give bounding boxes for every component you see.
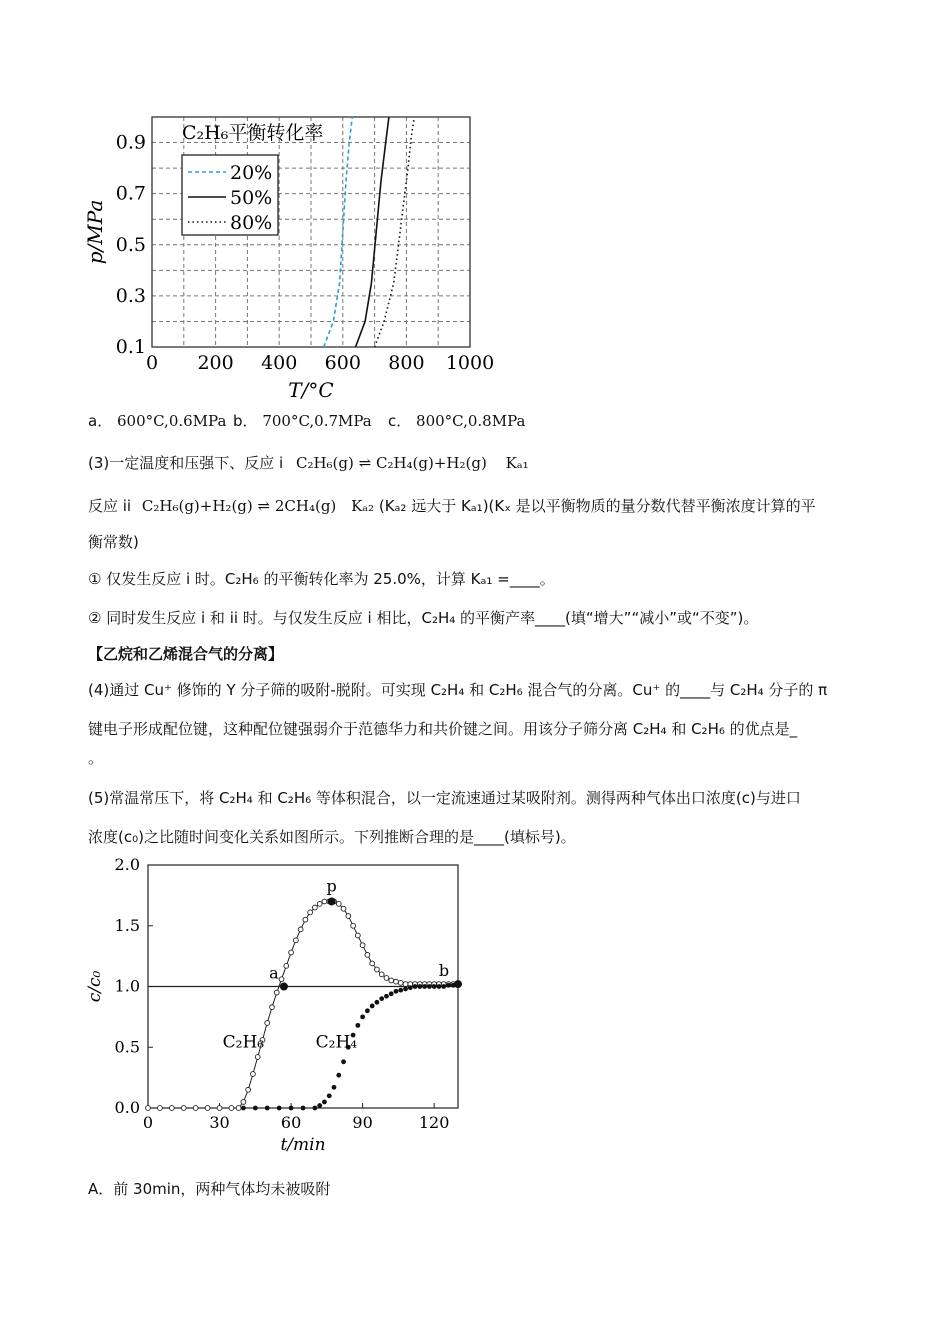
q3-line1 [88,452,529,474]
c2h6-point [270,1005,275,1010]
series-line [324,117,353,347]
chart1-axes [83,117,494,402]
series-label-c2h4: C₂H₄ [315,1032,358,1053]
c2h6-point [146,1106,151,1111]
c2h4-point [384,994,389,999]
c2h6-point [169,1106,174,1111]
q3-line2 [88,495,816,517]
y-tick-label: 0.3 [115,284,146,307]
c2h4-point [360,1014,365,1019]
marker-point [280,983,288,991]
c2h6-point [279,977,284,982]
reaction-ii-equation: C₂H₆(g)+H₂(g) ⇌ 2CH₄(g) [141,497,337,515]
x-tick-label: 200 [197,352,234,374]
c2h4-point [322,1100,327,1105]
c2h6-point [181,1106,186,1111]
c2h4-point [317,1103,322,1108]
point-annotation: p [326,876,337,896]
option-a [88,410,226,431]
q5-line1: (5)常温常压下，将 C₂H₄ 和 C₂H₆ 等体积混合，以一定流速通过某吸附剂。测得两种气体出口浓度(c)与进口 [88,789,801,807]
c2h4-point [265,1106,270,1111]
c2h6-point [360,943,365,948]
q3-sub1: ① 仅发生反应 i 时。C₂H₆ 的平衡转化率为 25.0%，计算 Kₐ₁ =____。 [88,570,555,588]
legend-entry: 50% [230,187,273,209]
reaction-ii-k: Kₐ₂ [351,497,375,515]
y-tick-label: 0.1 [115,336,146,358]
c2h4-point [370,1004,375,1009]
reaction-i-k: Kₐ₁ [505,454,529,472]
c2h4-point [301,1106,306,1111]
reaction-ii-label: 反应 ii [88,497,132,515]
y-axis-label: c/c₀ [85,970,105,1003]
c2h4-point [389,991,394,996]
y-tick-label: 0.5 [114,1037,140,1057]
chart-equilibrium-conversion [80,95,520,405]
marker-point [328,897,336,905]
c2h4-point [413,984,418,989]
option-c-letter: c． [388,412,412,430]
c2h4-point [437,984,442,989]
point-annotation: b [438,961,450,981]
x-tick-label: 400 [261,352,298,374]
reaction-i-equation: C₂H₆(g) ⇌ C₂H₄(g)+H₂(g) [295,454,487,472]
series-line [356,117,389,347]
c2h6-point [289,950,294,955]
c2h4-point [379,996,384,1001]
c2h6-point [403,982,408,987]
x-tick-label: 1000 [445,352,495,374]
c2h6-point [241,1100,246,1105]
c2h6-point [205,1106,210,1111]
c2h6-point [370,961,375,966]
option-b-letter: b． [233,412,258,430]
c2h4-point [341,1059,346,1064]
c2h6-point [308,910,313,915]
c2h6-point [255,1055,260,1060]
x-tick-label: 30 [209,1113,230,1132]
q4-line2: 键电子形成配位键，这种配位键强弱介于范德华力和共价键之间。用该分子筛分离 C₂H₄ 和 C₂H₆ 的优点是_ [88,720,798,738]
chart-breakthrough-curve [80,850,480,1175]
legend-entry: 20% [230,162,273,184]
y-tick-label: 0.9 [115,131,146,154]
c2h6-point [236,1106,241,1111]
c2h4-point [241,1106,246,1111]
x-axis-label: T/°C [288,378,334,402]
k-comparison-note: (Kₐ₂ 远大于 Kₐ₁)(Kₓ 是以平衡物质的量分数代替平衡浓度计算的平 [378,497,816,515]
c2h4-point [332,1085,337,1090]
c2h6-point [246,1087,251,1092]
c2h4-point [355,1023,360,1028]
marker-point [454,980,462,988]
chart1-series [324,117,415,347]
q5-line2: 浓度(c₀)之比随时间变化关系如图所示。下列推断合理的是____(填标号)。 [88,828,576,846]
x-tick-label: 60 [280,1113,302,1132]
c2h4-point [277,1106,282,1111]
chart2-series [146,899,461,1110]
c2h6-point [341,906,346,911]
c2h4-point [336,1073,341,1078]
c2h6-point [379,972,384,977]
x-tick-label: 120 [418,1113,450,1132]
c2h6-point [355,933,360,938]
option-a-value: 600°C,0.6MPa [116,412,227,430]
c2h4-point [394,989,399,994]
option-c-value: 800°C,0.8MPa [416,412,526,430]
c2h4-point [432,984,437,989]
c2h6-point [251,1072,256,1077]
option-c [388,410,525,431]
y-tick-label: 1.0 [114,976,140,996]
c2h6-point [389,978,394,983]
c2h4-point [422,984,427,989]
chart1-legend [182,122,323,235]
c2h6-point [217,1106,222,1111]
c2h6-point [384,976,389,981]
c2h6-point [365,953,370,958]
c2h4-point [403,987,408,992]
c2h6-point [158,1106,163,1111]
x-tick-label: 800 [388,352,425,374]
q3-intro: (3)一定温度和压强下、反应 i [88,454,284,472]
x-tick-label: 600 [324,352,361,374]
c2h6-point [313,905,318,910]
c2h4-point [427,984,432,989]
c2h4-point [408,985,413,990]
c2h6-point [293,938,298,943]
q3-line3: 衡常数) [88,533,139,551]
q3-sub2: ② 同时发生反应 i 和 ii 时。与仅发生反应 i 相比，C₂H₄ 的平衡产率____(填“增大”“减小”或“不变”)。 [88,609,759,627]
y-tick-label: 0.0 [114,1098,140,1117]
c2h6-point [375,967,380,972]
c2h4-point [398,988,403,993]
c2h6-point [336,901,341,906]
c2h6-point [346,914,351,919]
c2h4-point [417,984,422,989]
c2h4-point [327,1093,332,1098]
c2h4-point [289,1106,294,1111]
c2h4-point [441,984,446,989]
option-b-value: 700°C,0.7MPa [262,412,372,430]
legend-title: C₂H₆平衡转化率 [182,122,324,144]
c2h6-point [303,917,308,922]
series-label-c2h6: C₂H₆ [222,1032,265,1053]
x-axis-label: t/min [280,1135,326,1155]
c2h6-point [229,1106,234,1111]
c2h4-point [253,1106,258,1111]
option-A: A．前 30min，两种气体均未被吸附 [88,1180,331,1198]
legend-entry: 80% [230,212,273,234]
y-tick-label: 0.5 [115,233,146,256]
option-b [233,410,372,431]
y-tick-label: 2.0 [114,855,140,874]
chart2-labels [223,876,462,1052]
x-tick-label: 0 [145,352,159,374]
x-tick-label: 0 [142,1113,154,1132]
point-annotation: a [269,963,279,983]
series-line [375,117,415,347]
y-tick-label: 1.5 [114,915,140,935]
c2h6-point [351,923,356,928]
c2h6-line [148,902,458,1109]
c2h6-point [317,901,322,906]
q4-line3: 。 [88,749,104,767]
c2h4-point [375,1000,380,1005]
c2h4-point [365,1008,370,1013]
section-heading: 【乙烷和乙烯混合气的分离】 [88,645,284,663]
c2h6-point [298,927,303,932]
c2h4-point [446,983,451,988]
y-axis-label: p/MPa [83,199,107,265]
c2h6-point [394,979,399,984]
c2h6-point [398,980,403,985]
c2h6-point [284,963,289,968]
y-tick-label: 0.7 [115,182,146,205]
c2h6-point [274,990,279,995]
c2h6-point [265,1021,270,1026]
c2h4-point [313,1106,318,1111]
c2h6-point [193,1106,198,1111]
c2h6-point [322,899,327,904]
q4-line1: (4)通过 Cu⁺ 修饰的 Y 分子筛的吸附-脱附。可实现 C₂H₄ 和 C₂H₆ 混合气的分离。Cu⁺ 的____与 C₂H₄ 分子的 π [88,681,828,699]
x-tick-label: 90 [352,1113,373,1132]
option-a-letter: a． [88,412,113,430]
